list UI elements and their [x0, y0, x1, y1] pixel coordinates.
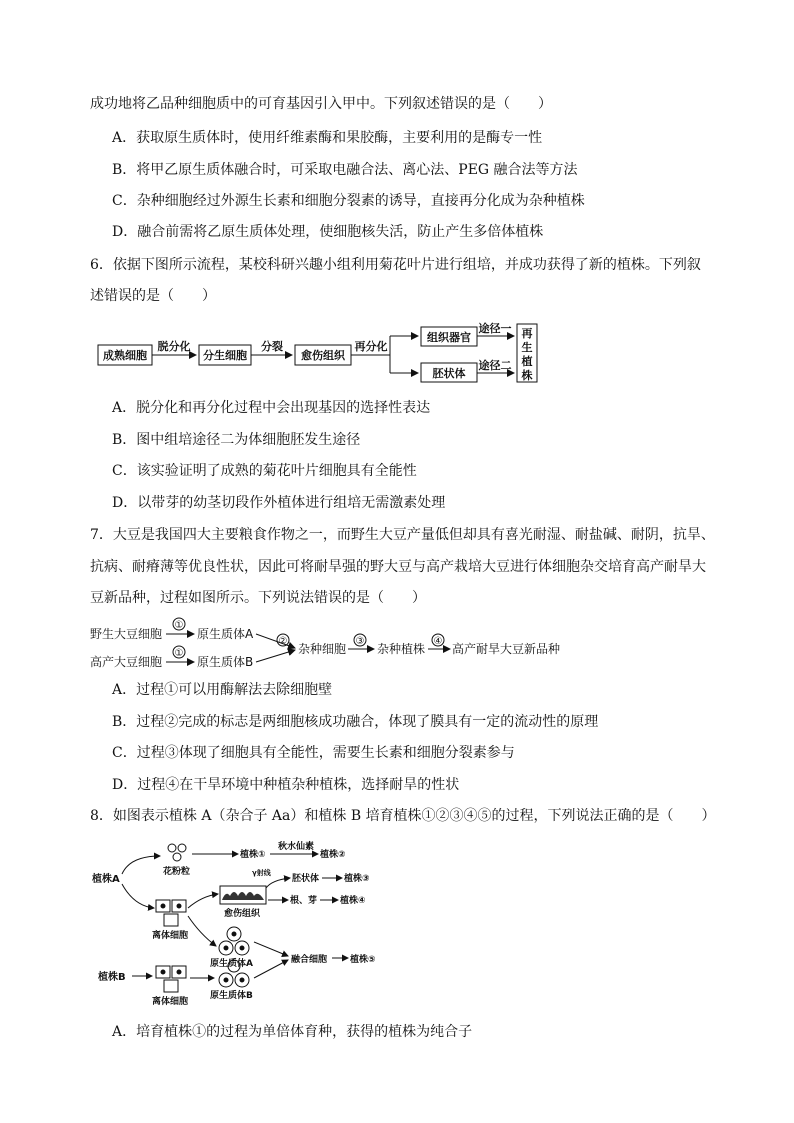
q6-option-d: D．以带芽的幼茎切段作外植体进行组培无需激素处理 [112, 495, 446, 511]
q6-stem-line1: 6．依据下图所示流程，某校科研兴趣小组利用菊花叶片进行组培，并成功获得了新的植株。下列叙 [90, 257, 701, 273]
q7-step1-top: ① [174, 620, 184, 631]
protoplast-a-icon [219, 927, 249, 955]
q8-plant-b: 植株B [98, 972, 126, 983]
flow-rediff-label: 再分化 [354, 340, 388, 353]
q5-stem: 成功地将乙品种细胞质中的可育基因引入甲中。下列叙述错误的是（ ） [90, 96, 552, 112]
q8-isolated-cell-b: 离体细胞 [152, 997, 189, 1007]
flow-path1-label: 途径一 [478, 322, 512, 335]
flow-dediff-label: 脱分化 [157, 340, 191, 353]
q7-stem-line2: 抗病、耐瘠薄等优良性状，因此可将耐旱强的野大豆与高产栽培大豆进行体细胞杂交培育高产耐旱大 [90, 559, 706, 575]
q6-flow-diagram [96, 322, 546, 384]
q7-step1-bottom: ① [174, 648, 184, 659]
flow-callus: 愈伤组织 [301, 349, 345, 362]
q8-plant3: 植株③ [344, 874, 370, 884]
isolated-cell-a-icon [156, 900, 186, 926]
q6-option-a: A．脱分化和再分化过程中会出现基因的选择性表达 [112, 400, 431, 416]
q7-new-variety: 高产耐旱大豆新品种 [452, 642, 561, 656]
q7-step2: ② [278, 636, 288, 647]
q5-option-a: A．获取原生质体时，使用纤维素酶和果胶酶，主要利用的是酶专一性 [112, 130, 543, 146]
flow-divided-cell: 分生细胞 [203, 349, 247, 362]
flow-division-label: 分裂 [261, 340, 283, 353]
q6-stem-line2: 述错误的是（ ） [90, 288, 216, 304]
q8-plant2: 植株② [320, 850, 346, 860]
q5-option-d: D．融合前需将乙原生质体处理，使细胞核失活，防止产生多倍体植株 [112, 224, 544, 240]
q7-option-b: B．过程②完成的标志是两细胞核成功融合，体现了膜具有一定的流动性的原理 [112, 714, 599, 730]
q7-high-cell: 高产大豆细胞 [90, 655, 163, 669]
q8-breeding-diagram [92, 838, 492, 1010]
q7-step4: ④ [433, 636, 443, 647]
q8-pollen: 花粉粒 [163, 867, 191, 877]
q7-option-c: C．过程③体现了细胞具有全能性，需要生长素和细胞分裂素参与 [112, 745, 515, 761]
q8-embryoid: 胚状体 [292, 874, 320, 884]
q8-proto-a: 原生质体A [210, 959, 253, 969]
pollen-icon [168, 844, 186, 861]
q8-plant1: 植株① [240, 850, 266, 860]
q7-hybrid-cell: 杂种细胞 [298, 642, 347, 656]
q8-plant5: 植株⑤ [350, 955, 376, 965]
q6-option-c: C．该实验证明了成熟的菊花叶片细胞具有全能性 [112, 463, 417, 479]
q7-step3: ③ [355, 636, 365, 647]
flow-path2-label: 途径二 [478, 359, 512, 372]
q6-option-b: B．图中组培途径二为体细胞胚发生途径 [112, 432, 361, 448]
q8-isolated-cell-a: 离体细胞 [152, 931, 189, 941]
q8-root-bud: 根、芽 [290, 896, 318, 906]
flow-regen-char1: 再 [521, 327, 533, 340]
q8-plant-a: 植株A [92, 874, 120, 885]
q8-proto-b: 原生质体B [210, 991, 253, 1001]
q7-stem-line3: 豆新品种，过程如图所示。下列说法错误的是（ ） [90, 590, 426, 606]
q7-stem-line1: 7．大豆是我国四大主要粮食作物之一，而野生大豆产量低但却具有喜光耐湿、耐盐碱、耐阴，抗旱、 [90, 527, 715, 543]
q5-option-c: C．杂种细胞经过外源生长素和细胞分裂素的诱导，直接再分化成为杂种植株 [112, 193, 585, 209]
q8-plant4: 植株④ [340, 896, 366, 906]
isolated-cell-b-icon [156, 966, 186, 992]
q8-irradiation: γ射线 [252, 869, 271, 877]
flow-embryoid: 胚状体 [432, 367, 466, 380]
q7-proto-b: 原生质体B [197, 655, 254, 669]
q8-callus: 愈伤组织 [224, 909, 261, 919]
callus-icon [220, 886, 266, 904]
flow-regen-char2: 生 [521, 341, 533, 354]
q8-stem: 8．如图表示植株 A（杂合子 Aa）和植株 B 培育植株①②③④⑤的过程，下列说法正确的是（ ） [90, 808, 716, 824]
q8-fused-cell: 融合细胞 [291, 955, 328, 965]
q7-proto-a: 原生质体A [197, 627, 254, 641]
flow-regen-char3: 植 [521, 355, 533, 368]
q5-option-b: B．将甲乙原生质体融合时，可采取电融合法、离心法、PEG 融合法等方法 [112, 162, 578, 178]
flow-mature-cell: 成熟细胞 [103, 349, 147, 362]
q7-hybrid-plant: 杂种植株 [377, 642, 426, 656]
q7-wild-cell: 野生大豆细胞 [90, 627, 163, 641]
q7-flow-diagram [90, 616, 610, 672]
flow-organ: 组织器官 [427, 331, 471, 344]
q8-option-a: A．培育植株①的过程为单倍体育种，获得的植株为纯合子 [112, 1024, 473, 1040]
q7-option-a: A．过程①可以用酶解法去除细胞壁 [112, 682, 333, 698]
q8-colchicine: 秋水仙素 [278, 842, 315, 852]
flow-regen-char4: 株 [521, 369, 533, 382]
q7-option-d: D．过程④在干旱环境中种植杂种植株，选择耐旱的性状 [112, 777, 460, 793]
